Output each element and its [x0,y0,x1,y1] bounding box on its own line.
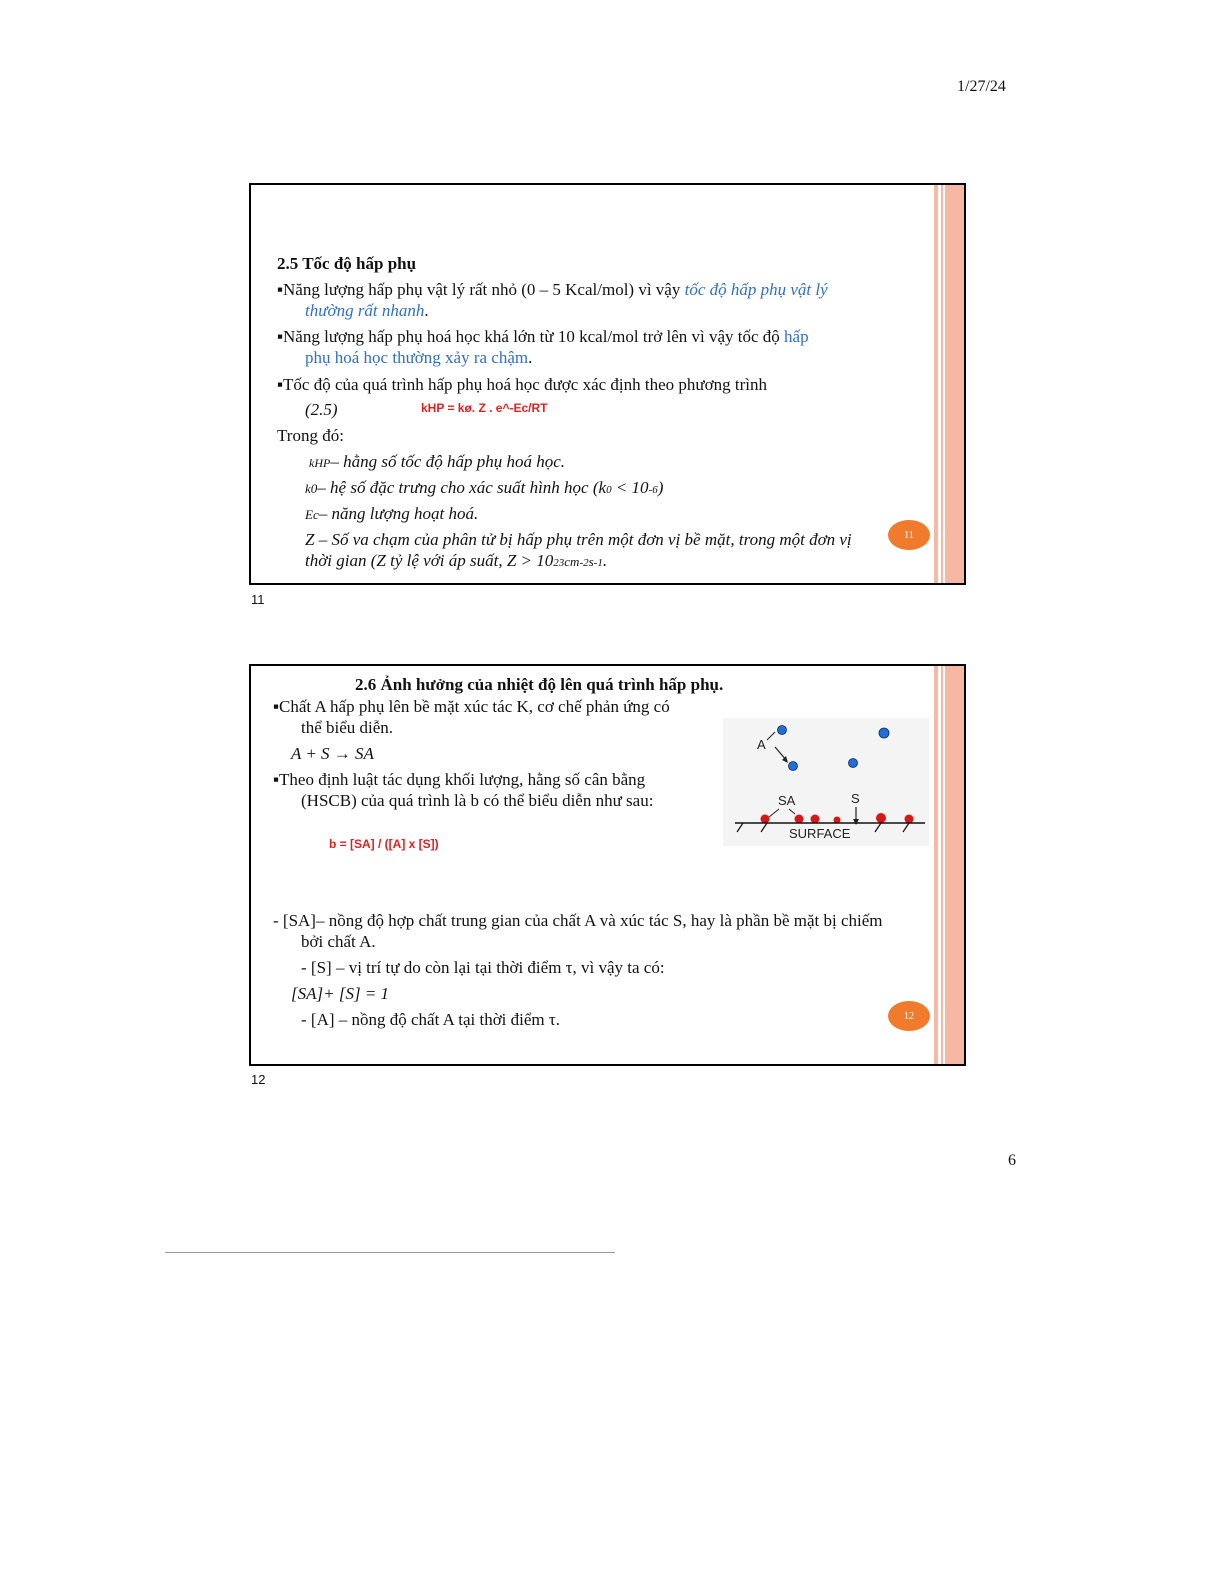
adsorption-diagram [723,718,929,846]
slide-title: 2.6 Ảnh hưởng của nhiệt độ lên quá trình hấp phụ. [355,675,724,694]
slide-number-badge: 12 [888,1001,930,1031]
definition-ec: Ec– năng lượng hoạt hoá. [305,504,479,523]
label-s: S [851,791,860,806]
adsorbed-molecule [811,815,820,824]
gas-molecule [849,759,858,768]
slide-title: 2.5 Tốc độ hấp phụ [277,254,417,273]
definition-k0: k0– hệ số đặc trưng cho xác suất hình học (k0 < 10-6) [305,478,664,497]
slide-caption-12: 12 [251,1072,266,1087]
definition-khp: kHP– hằng số tốc độ hấp phụ hoá học. [309,452,566,471]
equilibrium-formula: b = [SA] / ([A] x [S]) [329,837,439,851]
bullet-mass-action: ▪Theo định luật tác dụng khối lượng, hằng số cân bằng [273,770,646,789]
bullet-physical-rate-cont: thường rất nhanh. [305,301,429,320]
bullet-mass-action-cont: (HSCB) của quá trình là b có thể biểu diễn như sau: [301,791,654,810]
label-surface: SURFACE [789,826,851,841]
definition-z-cont: thời gian (Z tỷ lệ với áp suất, Z > 1023cm-2s-1. [305,551,608,570]
bullet-chemical-rate-cont: phụ hoá học thường xảy ra chậm. [305,348,533,367]
definition-z: Z – Số va chạm của phân tử bị hấp phụ trên một đơn vị bề mặt, trong một đơn vị [305,530,852,549]
label-sa: SA [778,793,796,808]
adsorbed-molecule [761,815,770,824]
bullet-mechanism-cont: thể biểu diễn. [301,718,394,737]
definition-sa: - [SA]– nồng độ hợp chất trung gian của chất A và xúc tác S, hay là phần bề mặt bị chiếm [273,911,883,930]
slide-number-badge: 11 [888,520,930,550]
bullet-mechanism: ▪Chất A hấp phụ lên bề mặt xúc tác K, cơ chế phản ứng có [273,697,670,716]
bullet-chemical-rate: ▪Năng lượng hấp phụ hoá học khá lớn từ 10 kcal/mol trở lên vì vậy tốc độ hấp [277,327,809,346]
adsorbed-molecule [876,813,886,823]
site-balance: [SA]+ [S] = 1 [291,984,390,1003]
header-date: 1/27/24 [957,78,1006,95]
adsorbed-molecule [905,815,914,824]
definition-s: - [S] – vị trí tự do còn lại tại thời điểm τ, vì vậy ta có: [301,958,665,977]
bullet-physical-rate: ▪Năng lượng hấp phụ vật lý rất nhỏ (0 – 5 Kcal/mol) vì vậy tốc độ hấp phụ vật lý [277,280,828,299]
definition-sa-cont: bởi chất A. [301,932,376,951]
definition-a: - [A] – nồng độ chất A tại thời điểm τ. [301,1010,560,1029]
reaction-equation: A + S → SA [291,744,374,763]
page-number: 6 [1008,1152,1016,1169]
label-a: A [757,737,766,752]
footnote-divider [165,1252,615,1253]
equation-formula: kHP = kø. Z . e^-Ec/RT [421,401,548,415]
gas-molecule [789,762,798,771]
where-label: Trong đó: [277,426,344,445]
gas-molecule [879,728,889,738]
bullet-rate-equation: ▪Tốc độ của quá trình hấp phụ hoá học được xác định theo phương trình [277,375,767,394]
slide-11 [249,183,966,585]
gas-molecule [778,726,787,735]
adsorbed-molecule [795,815,804,824]
slide-caption-11: 11 [251,592,265,607]
slide-12 [249,664,966,1066]
equation-label: (2.5) [305,400,338,419]
